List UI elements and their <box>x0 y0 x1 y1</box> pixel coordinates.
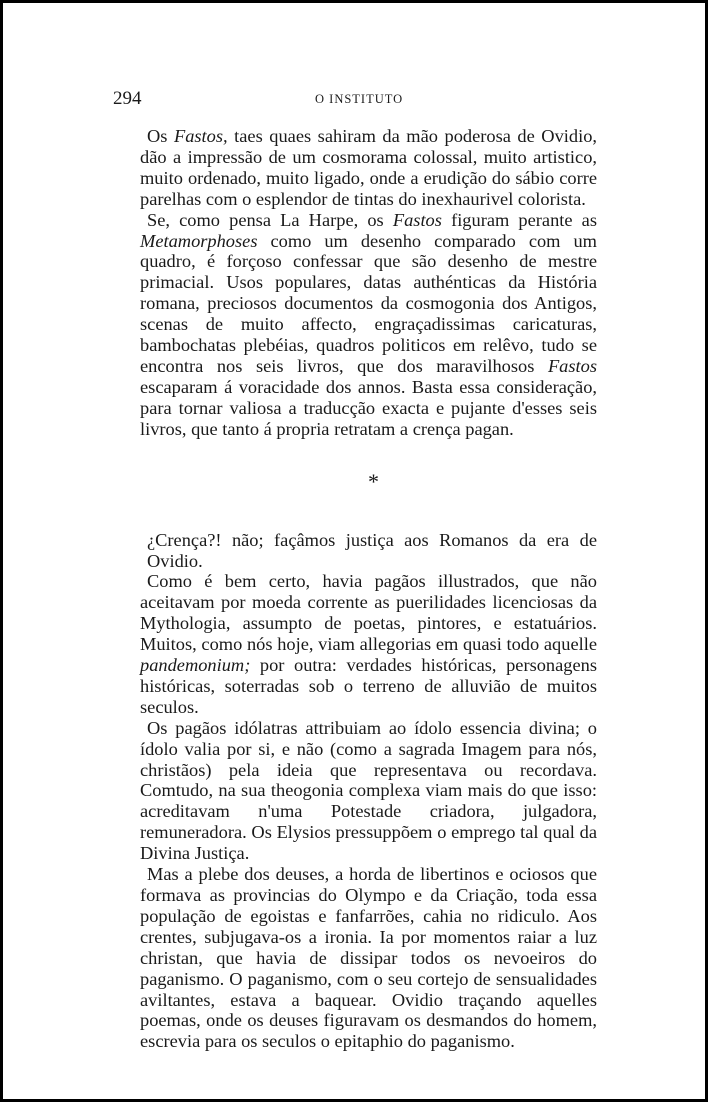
text-span: taes quaes sahiram da mão poderosa de Ovidio, dão a impressão de um cosmorama colossal, muito artistico, muito ordenado, muito ligado, onde a erudição do sábio corre parelhas com o esplendor de tintas do inexhaurivel colorista. <box>140 126 597 209</box>
italic-title: Fastos, <box>173 126 228 146</box>
paragraph-crenca: ¿Crença?! não; façâmos justiça aos Romanos da era de Ovidio. <box>147 529 597 571</box>
paragraph-la-harpe <box>140 210 597 440</box>
italic-title: Fastos <box>547 355 597 376</box>
italic-term: pandemonium; <box>140 655 251 676</box>
text-span: por outra: verdades históricas, personagens históricas, soterradas sob o terreno de alluvião de muitos seculos. <box>140 655 597 717</box>
section-one <box>140 126 597 440</box>
paragraph-fastos-intro <box>140 126 597 210</box>
text-span: Como é bem certo, havia pagãos illustrados, que não aceitavam por moeda corrente as puerilidades licenciosas da Mythologia, assumpto de poetas, pintores, e estatuários. Muitos, como nós hoje, viam allegorias em quasi todo aquelle <box>140 571 597 655</box>
paragraph-plebe-dos-deuses: Mas a plebe dos deuses, a horda de libertinos e ociosos que formava as provincias do Olympo e da Criação, toda essa população de egoistas e fanfarrões, cahia no ridiculo. Aos crentes, subjugava-os a ironia. Ia por momentos raiar a luz christan, que havia de dissipar todos os nevoeiros do paganismo. O paganismo, com o seu cortejo de sensualidades aviltantes, estava a baquear. Ovidio traçando aquelles poemas, onde os deuses figuravam os desmandos do homem, escrevia para os seculos o epitaphio do paganismo. <box>140 864 597 1052</box>
body-text <box>140 126 597 1052</box>
text-span: Se, como pensa La Harpe, os <box>147 209 393 230</box>
text-span: Os <box>147 126 174 146</box>
running-title: O INSTITUTO <box>315 92 404 106</box>
page-header <box>113 88 597 112</box>
section-two <box>140 530 597 1053</box>
page-number: 294 <box>113 88 142 109</box>
paragraph-pagaos-illustrados <box>140 571 597 717</box>
text-span: como um desenho comparado com um quadro, é forçoso confessar que são desenho de mestre primacial. Usos populares, datas authénticas da História romana, preciosos documentos da cosmogonia dos Antigos, scenas de muito affecto, engraçadissimas caricaturas, bambochatas plebéias, quadros politicos em relêvo, tudo se encontra nos seis livros, que dos maravilhosos <box>140 230 597 376</box>
italic-title: Fastos <box>392 209 442 230</box>
paragraph-pagaos-idolatras: Os pagãos idólatras attribuiam ao ídolo essencia divina; o ídolo valia por si, e não (como a sagrada Imagem para nós, christãos) pela ideia que representava ou recordava. Comtudo, na sua theogonia complexa viam mais do que isso: acreditavam n'uma Potestade criadora, julgadora, remuneradora. Os Elysios pressuppõem o emprego tal qual da Divina Justiça. <box>140 717 597 864</box>
section-separator-asterisk: * <box>368 468 379 494</box>
text-span: escaparam á voracidade dos annos. Basta essa consideração, para tornar valiosa a traducção exacta e pujante d'esses seis livros, que tanto á propria retratam a crença pagan. <box>140 376 597 439</box>
text-span: figuram perante as <box>441 209 597 230</box>
italic-title: Metamorphoses <box>140 230 258 251</box>
